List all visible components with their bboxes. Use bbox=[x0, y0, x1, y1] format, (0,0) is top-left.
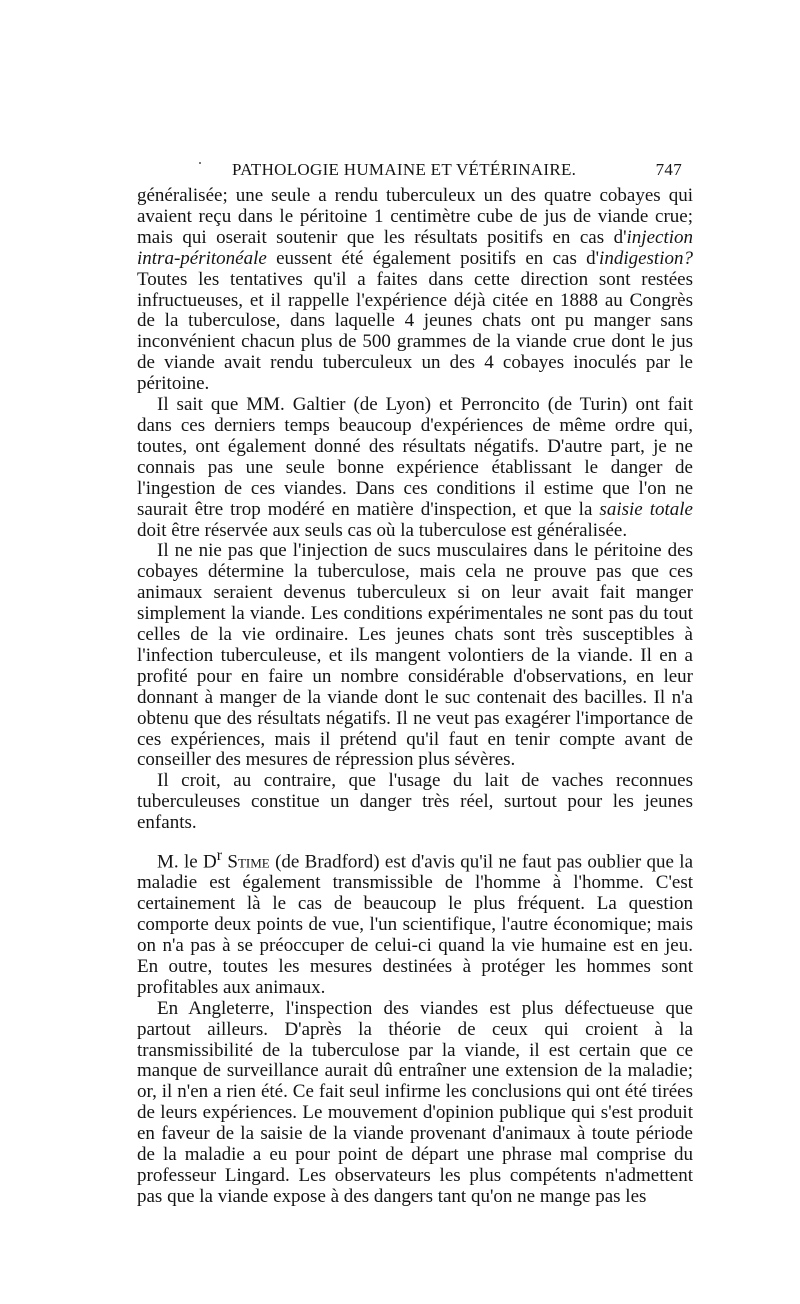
paragraph bbox=[137, 771, 693, 834]
paragraph bbox=[137, 395, 693, 541]
italic-text: injection intra-péritonéale bbox=[137, 226, 693, 269]
paragraph bbox=[137, 999, 693, 1208]
paragraph bbox=[137, 846, 693, 999]
text-run: eussent été également positifs en cas d' bbox=[266, 247, 600, 269]
text-run: Il sait que MM. Galtier (de Lyon) et Perroncito (de Turin) ont fait dans ces derniers temps beaucoup d'expériences de même ordre qui, toutes, ont également donné des résultats négatifs. D'autre part, je ne connais pas une seule bonne expérience établissant le danger de l'ingestion de ces viandes. Dans ces conditions il estime que l'on ne saurait être trop modéré en matière d'inspection, et que la bbox=[137, 394, 693, 520]
text-run: Il croit, au contraire, que l'usage du lait de vaches reconnues tuberculeuses constitue un danger très réel, surtout pour les jeunes enfants. bbox=[137, 770, 693, 834]
running-title: PATHOLOGIE HUMAINE ET VÉTÉRINAIRE. bbox=[232, 160, 577, 179]
text-run: doit être réservée aux seuls cas où la tuberculose est généralisée. bbox=[137, 519, 628, 541]
text-run: (de Bradford) est d'avis qu'il ne faut pas oublier que la maladie est également transmissible de l'homme à l'homme. C'est certainement là le cas de beaucoup le plus fréquent. La question comporte deux points de vue, l'un scientifique, l'autre économique; mais on n'a pas à se préoccuper de celui-ci quand la vie humaine est en jeu. En outre, toutes les mesures destinées à protéger les hommes sont profitables aux animaux. bbox=[137, 851, 694, 998]
paragraph bbox=[137, 186, 693, 395]
text-run: M. le D bbox=[157, 851, 217, 873]
page-number: 747 bbox=[655, 160, 682, 179]
running-header bbox=[137, 150, 682, 190]
person-name: Stime bbox=[227, 851, 270, 873]
text-run: Il ne nie pas que l'injection de sucs musculaires dans le péritoine des cobayes détermine la tuberculose, mais cela ne prouve pas que ces animaux seraient devenus tuberculeux si on leur avait fait manger simplement la viande. Les conditions expérimentales ne sont pas du tout celles de la vie ordinaire. Les jeunes chats sont très susceptibles à l'infection tuberculeuse, et ils mangent volontiers de la viande. Il en a profité pour en faire un nombre considérable d'observations, en leur donnant à manger de la viande dont le suc contenait des bacilles. Il n'a obtenu que des résultats négatifs. Il ne veut pas exagérer l'importance de ces expériences, mais il prétend qu'il faut en tenir compte avant de conseiller des mesures de répression plus sévères. bbox=[137, 540, 693, 771]
text-run: Toutes les tentatives qu'il a faites dans cette direction sont restées infructueuses, et il rappelle l'expérience déjà citée en 1888 au Congrès de la tuberculose, dans laquelle 4 jeunes chats ont pu manger sans inconvénient chacun plus de 500 grammes de la viande crue dont le jus de viande avait rendu tuberculeux un des 4 cobayes inoculés par le péritoine. bbox=[137, 268, 693, 395]
text-run: En Angleterre, l'inspection des viandes est plus défectueuse que partout ailleurs. D'après la théorie de ceux qui croient à la transmissibilité de la tuberculose par la viande, il est certain que ce manque de surveillance aurait dû entraîner une extension de la maladie; or, il n'en a rien été. Ce fait seul infirme les conclusions qui ont été tirées de leurs expériences. Le mouvement d'opinion publique qui s'est produit en faveur de la saisie de la viande provenant d'animaux à toute période de la maladie a eu pour point de départ une phrase mal comprise du professeur Lingard. Les observateurs les plus compétents n'admettent pas que la viande expose à des dangers tant qu'on ne mange pas les bbox=[137, 997, 693, 1207]
superscript: r bbox=[216, 847, 223, 865]
paragraph bbox=[137, 541, 693, 771]
italic-text: saisie totale bbox=[599, 498, 693, 520]
body-text bbox=[137, 186, 693, 1208]
text-run: généralisée; une seule a rendu tuberculeux un des quatre cobayes qui avaient reçu dans le péritoine 1 centimètre cube de jus de viande crue; mais qui oserait soutenir que les résultats positifs en cas d' bbox=[137, 185, 693, 248]
italic-text: indigestion? bbox=[599, 247, 693, 269]
